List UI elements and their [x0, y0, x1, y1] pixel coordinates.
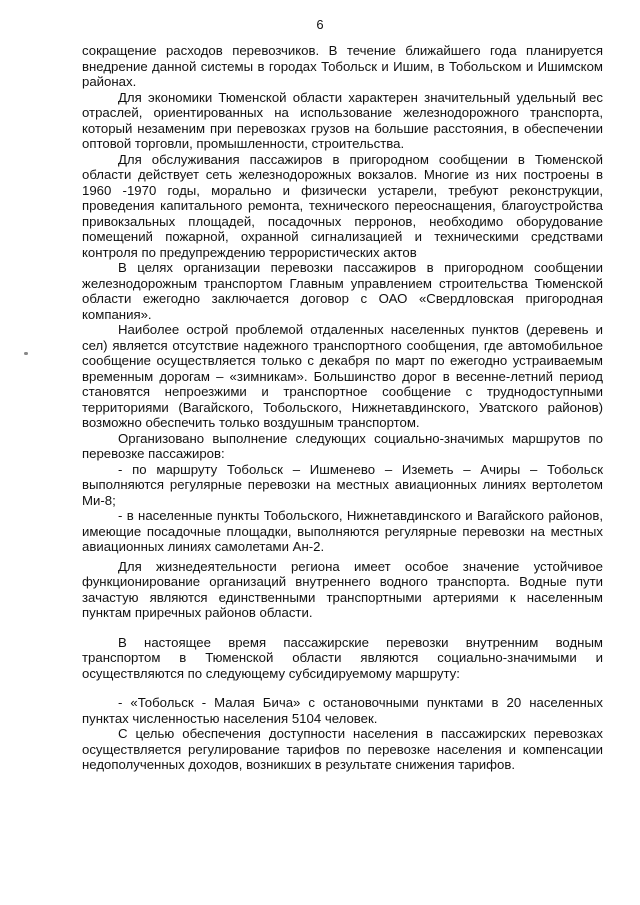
paragraph-railway-stations: Для обслуживания пассажиров в пригородном сообщении в Тюменской области действует сеть железнодорожных вокзалов. Многие из них построены в 1960 -1970 годы, морально и физически устарели, требуют реконструкции, проведения капитального ремонта, технического переоснащения, благоустройства привокзальных площадей, посадочных перронов, необходимо оборудование помещений пожарной, охранной сигнализацией и техническими средствами контроля по предупреждению террористических актов [82, 151, 603, 260]
paragraph-social-routes-intro: Организовано выполнение следующих социально-значимых маршрутов по перевозке пассажиров: [82, 430, 603, 461]
paragraph-tariff-regulation: С целью обеспечения доступности населения в пассажирских перевозках осуществляется регулирование тарифов по перевозке населения и компенсации недополученных доходов, возникших в результате снижения тарифов. [82, 726, 603, 772]
margin-mark [24, 352, 28, 355]
paragraph-continuation: сокращение расходов перевозчиков. В течение ближайшего года планируется внедрение данной системы в городах Тобольск и Ишим, в Тобольском и Ишимском районах. [82, 43, 603, 89]
list-item-helicopter-route: - по маршруту Тобольск – Ишменево – Иземеть – Ачиры – Тобольск выполняются регулярные перевозки на местных авиационных линиях вертолетом Ми-8; [82, 461, 603, 508]
page-number: 6 [316, 17, 324, 32]
paragraph-remote-settlements: Наиболее острой проблемой отдаленных населенных пунктов (деревень и сел) является отсутствие надежного транспортного сообщения, где автомобильное сообщение осуществляется только с декабря по март по ежегодно устраиваемым временным дорогам – «зимникам». Большинство дорог в весенне-летний период становятся непроезжими и транспортное сообщение с труднодоступными территориями (Вагайского, Тобольского, Нижнетавдинского, Уватского районов) возможно обеспечить только воздушным транспортом. [82, 322, 603, 430]
paragraph-railway-economy: Для экономики Тюменской области характерен значительный удельный вес отраслей, ориентированных на использование железнодорожного транспорта, который незаменим при перевозках грузов на большие расстояния, в обеспечении оптовой торговли, промышленности, строительства. [82, 89, 603, 151]
document-body [82, 43, 603, 773]
paragraph-water-passenger: В настоящее время пассажирские перевозки внутренним водным транспортом в Тюменской области являются социально-значимыми и осуществляются по следующему субсидируемому маршруту: [82, 634, 603, 681]
paragraph-suburban-contract: В целях организации перевозки пассажиров в пригородном сообщении железнодорожным транспортом Главным управлением строительства Тюменской области ежегодно заключается договор с ОАО «Свердловская пригородная компания». [82, 260, 603, 322]
list-item-airplane-route: - в населенные пункты Тобольского, Нижнетавдинского и Вагайского районов, имеющие посадочные площадки, выполняются регулярные перевозки на местных авиационных линиях самолетами Ан-2. [82, 508, 603, 554]
paragraph-water-transport: Для жизнедеятельности региона имеет особое значение устойчивое функционирование организаций внутреннего водного транспорта. Водные пути зачастую являются единственными транспортными артериями к населенным пунктам приречных районов области. [82, 558, 603, 620]
list-item-water-route: - «Тобольск - Малая Бича» с остановочными пунктами в 20 населенных пунктах численностью населения 5104 человек. [82, 695, 603, 726]
